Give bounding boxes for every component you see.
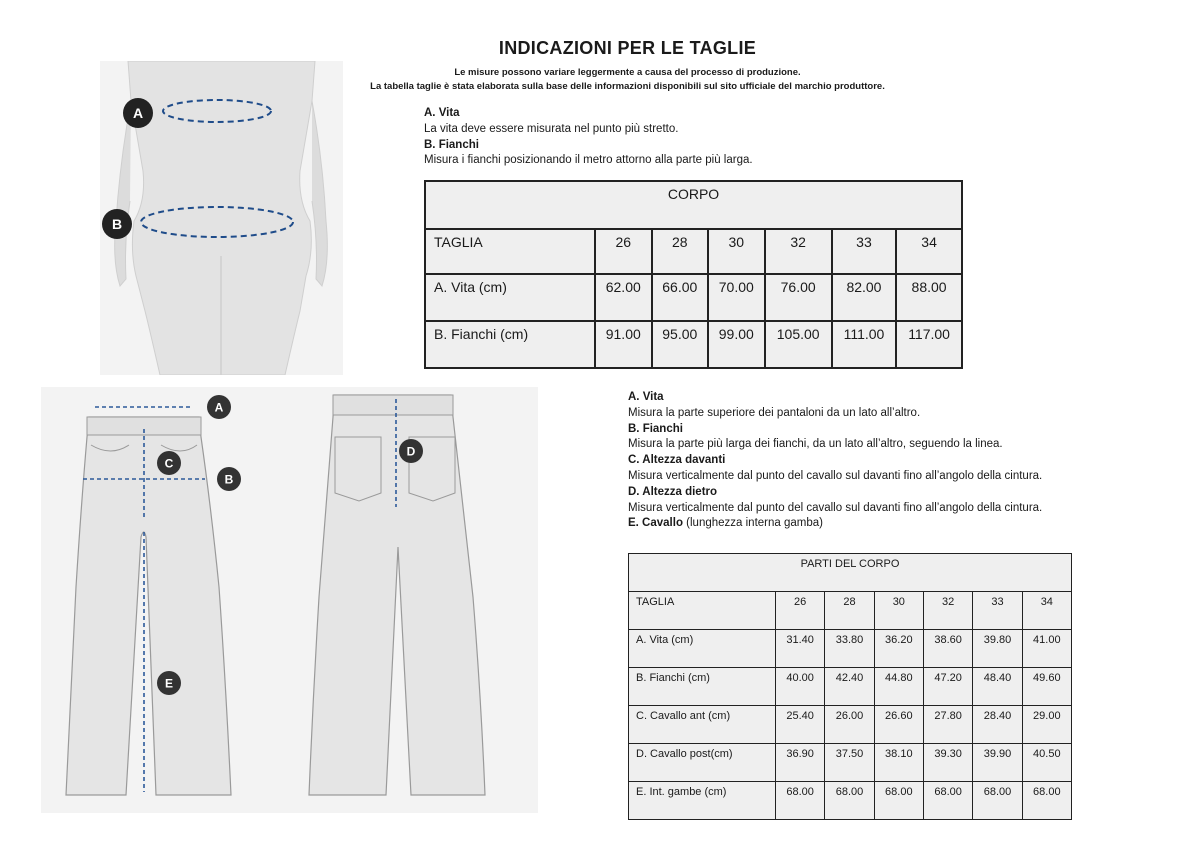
size-header: 30: [708, 229, 765, 274]
table-cell: 38.10: [874, 744, 923, 782]
table-cell: 27.80: [923, 706, 972, 744]
table-cell: 41.00: [1022, 630, 1071, 668]
table-cell: 111.00: [832, 321, 896, 368]
note-a-text: Misura la parte superiore dei pantaloni da un lato all’altro.: [628, 406, 921, 419]
row-label: E. Int. gambe (cm): [629, 782, 776, 820]
table-cell: 39.30: [923, 744, 972, 782]
note-e-text: (lunghezza interna gamba): [686, 517, 823, 530]
row-label: A. Vita (cm): [629, 630, 776, 668]
table-cell: 28.40: [973, 706, 1022, 744]
size-header: 33: [832, 229, 896, 274]
table-cell: 39.80: [973, 630, 1022, 668]
table-cell: 68.00: [825, 782, 874, 820]
note-d-title: D. Altezza dietro: [628, 485, 718, 498]
marker-e-icon: [157, 671, 181, 695]
table-cell: 70.00: [708, 274, 765, 321]
table-cell: 68.00: [923, 782, 972, 820]
note-c-title: C. Altezza davanti: [628, 454, 726, 467]
table-cell: 76.00: [765, 274, 832, 321]
table-cell: 82.00: [832, 274, 896, 321]
table-cell: 40.50: [1022, 744, 1071, 782]
row-label: B. Fianchi (cm): [629, 668, 776, 706]
page-title: INDICAZIONI PER LE TAGLIE: [498, 38, 757, 58]
pants-measurement-notes: [628, 390, 1042, 532]
table-cell: 99.00: [708, 321, 765, 368]
marker-b-icon: [102, 209, 132, 239]
note-a-title: A. Vita: [424, 107, 460, 119]
subtitle-line-1: Le misure possono variare leggermente a causa del processo di produzione.: [454, 67, 801, 78]
marker-c-icon: [157, 451, 181, 475]
pants-measurement-illustration: [41, 387, 538, 813]
table-cell: 36.20: [874, 630, 923, 668]
note-c-text: Misura verticalmente dal punto del cavallo sul davanti fino all’angolo della cintura.: [628, 469, 1043, 482]
table-cell: 105.00: [765, 321, 832, 368]
row-label: A. Vita (cm): [425, 274, 595, 321]
table-cell: 40.00: [776, 668, 825, 706]
table-cell: 25.40: [776, 706, 825, 744]
note-b-title: B. Fianchi: [424, 138, 479, 151]
table-row: [425, 321, 962, 368]
table-cell: 42.40: [825, 668, 874, 706]
marker-d-icon: [399, 439, 423, 463]
table-cell: 26.00: [825, 706, 874, 744]
table-cell: 33.80: [825, 630, 874, 668]
table-cell: 49.60: [1022, 668, 1071, 706]
table-cell: 95.00: [652, 321, 709, 368]
note-d-text: Misura verticalmente dal punto del cavallo sul davanti fino all’angolo della cintura.: [628, 501, 1043, 514]
svg-text:C: C: [164, 456, 174, 471]
table-cell: 37.50: [825, 744, 874, 782]
svg-text:B: B: [224, 472, 234, 487]
size-header: 34: [896, 229, 962, 274]
size-header: 32: [923, 592, 972, 630]
note-b-text: Misura la parte più larga dei fianchi, da un lato all’altro, seguendo la linea.: [628, 438, 1003, 451]
table-cell: 117.00: [896, 321, 962, 368]
size-header: 28: [825, 592, 874, 630]
table-cell: 39.90: [973, 744, 1022, 782]
table-row: [629, 782, 1072, 820]
marker-a-icon: [207, 395, 231, 419]
table-cell: 29.00: [1022, 706, 1071, 744]
size-header: 28: [652, 229, 709, 274]
body-size-table: [424, 180, 963, 369]
table-cell: 48.40: [973, 668, 1022, 706]
table-cell: 47.20: [923, 668, 972, 706]
size-header: 34: [1022, 592, 1071, 630]
row-label: B. Fianchi (cm): [425, 321, 595, 368]
note-a-text: La vita deve essere misurata nel punto più stretto.: [424, 122, 679, 135]
table-row: [629, 668, 1072, 706]
row-label: C. Cavallo ant (cm): [629, 706, 776, 744]
table-row: [629, 744, 1072, 782]
table-cell: 68.00: [1022, 782, 1071, 820]
size-header: 32: [765, 229, 832, 274]
note-b-text: Misura i fianchi posizionando il metro attorno alla parte più larga.: [424, 154, 753, 167]
note-b-title: B. Fianchi: [628, 422, 683, 435]
size-header: 26: [776, 592, 825, 630]
table-cell: 68.00: [874, 782, 923, 820]
svg-text:D: D: [406, 444, 416, 459]
subtitle-line-2: La tabella taglie è stata elaborata sulla base delle informazioni disponibili sul sito ufficiale del marchio produttore.: [370, 81, 885, 92]
note-a-title: A. Vita: [628, 391, 664, 403]
size-header: 30: [874, 592, 923, 630]
body-measurement-notes: [424, 106, 753, 169]
body-table-size-label: TAGLIA: [425, 229, 595, 274]
table-cell: 31.40: [776, 630, 825, 668]
table-row: [629, 706, 1072, 744]
table-cell: 91.00: [595, 321, 652, 368]
row-label: D. Cavallo post(cm): [629, 744, 776, 782]
body-table-caption: CORPO: [425, 181, 962, 229]
table-cell: 36.90: [776, 744, 825, 782]
table-cell: 68.00: [973, 782, 1022, 820]
pants-table-caption: PARTI DEL CORPO: [629, 554, 1072, 592]
svg-text:A: A: [132, 105, 144, 121]
table-cell: 38.60: [923, 630, 972, 668]
pants-table-size-label: TAGLIA: [629, 592, 776, 630]
table-cell: 44.80: [874, 668, 923, 706]
marker-b-icon: [217, 467, 241, 491]
size-header: 26: [595, 229, 652, 274]
marker-a-icon: [123, 98, 153, 128]
table-cell: 26.60: [874, 706, 923, 744]
table-row: [629, 630, 1072, 668]
svg-text:A: A: [214, 400, 224, 415]
svg-text:E: E: [164, 676, 174, 691]
table-cell: 88.00: [896, 274, 962, 321]
table-cell: 68.00: [776, 782, 825, 820]
note-e-title: E. Cavallo: [628, 517, 683, 530]
table-row: [425, 274, 962, 321]
table-cell: 66.00: [652, 274, 709, 321]
size-header: 33: [973, 592, 1022, 630]
pants-size-table: [628, 553, 1072, 820]
table-cell: 62.00: [595, 274, 652, 321]
body-measurement-illustration: [100, 61, 343, 375]
svg-text:B: B: [111, 216, 123, 232]
